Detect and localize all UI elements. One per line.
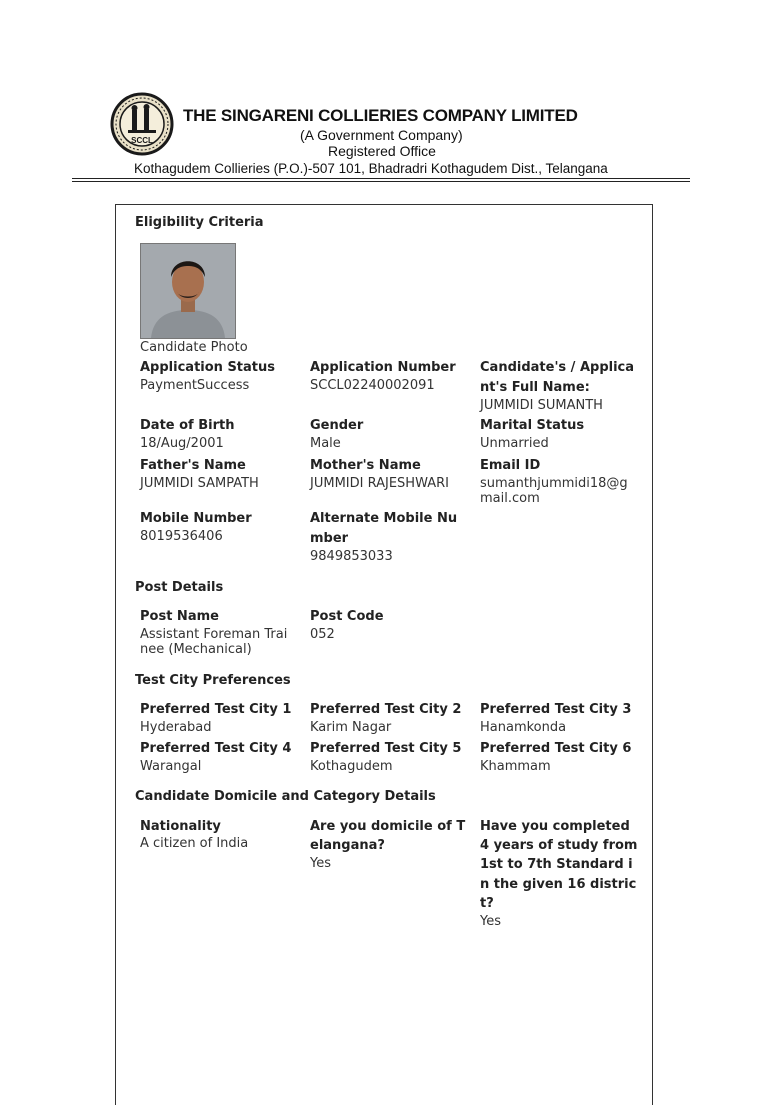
header-divider [72, 178, 690, 179]
label-test-city-1: Preferred Test City 1 [140, 702, 292, 717]
label-telangana-domicile-line1: Are you domicile of T [310, 819, 466, 834]
value-alt-mobile: 9849853033 [310, 549, 393, 564]
value-application-number: SCCL02240002091 [310, 378, 435, 393]
value-test-city-6: Khammam [480, 759, 551, 774]
header-divider-secondary [72, 181, 690, 182]
label-study-line2: 4 years of study from [480, 838, 638, 853]
value-test-city-2: Karim Nagar [310, 720, 392, 735]
company-name: THE SINGARENI COLLIERIES COMPANY LIMITED [183, 106, 578, 125]
section-title-domicile: Candidate Domicile and Category Details [135, 789, 436, 804]
label-date-of-birth: Date of Birth [140, 418, 235, 433]
label-study-line3: 1st to 7th Standard i [480, 857, 633, 872]
value-study: Yes [480, 914, 501, 929]
value-marital-status: Unmarried [480, 436, 549, 451]
label-gender: Gender [310, 418, 364, 433]
label-mobile-number: Mobile Number [140, 511, 252, 526]
label-test-city-6: Preferred Test City 6 [480, 741, 632, 756]
svg-text:SCCL: SCCL [131, 136, 153, 145]
label-full-name-line1: Candidate's / Applica [480, 360, 635, 375]
label-nationality: Nationality [140, 819, 221, 834]
value-post-name-line1: Assistant Foreman Trai [140, 627, 288, 642]
candidate-photo [140, 243, 236, 339]
value-mobile-number: 8019536406 [140, 529, 223, 544]
section-title-eligibility: Eligibility Criteria [135, 215, 264, 230]
value-email-line1: sumanthjummidi18@g [480, 476, 628, 491]
label-study-line1: Have you completed [480, 819, 630, 834]
label-father-name: Father's Name [140, 458, 246, 473]
label-alt-mobile-line2: mber [310, 531, 349, 546]
label-alt-mobile-line1: Alternate Mobile Nu [310, 511, 458, 526]
label-test-city-4: Preferred Test City 4 [140, 741, 292, 756]
company-subtitle: (A Government Company) [300, 127, 463, 143]
value-application-status: PaymentSuccess [140, 378, 250, 393]
value-nationality: A citizen of India [140, 836, 249, 851]
value-father-name: JUMMIDI SAMPATH [140, 476, 259, 491]
value-test-city-1: Hyderabad [140, 720, 212, 735]
value-gender: Male [310, 436, 341, 451]
value-test-city-3: Hanamkonda [480, 720, 567, 735]
office-label: Registered Office [328, 143, 436, 159]
label-full-name-line2: nt's Full Name: [480, 380, 590, 395]
label-mother-name: Mother's Name [310, 458, 421, 473]
label-application-number: Application Number [310, 360, 456, 375]
value-date-of-birth: 18/Aug/2001 [140, 436, 224, 451]
company-address: Kothagudem Collieries (P.O.)-507 101, Bhadradri Kothagudem Dist., Telangana [134, 161, 608, 176]
value-test-city-4: Warangal [140, 759, 202, 774]
label-test-city-2: Preferred Test City 2 [310, 702, 462, 717]
value-telangana-domicile: Yes [310, 856, 331, 871]
label-study-line4: n the given 16 distric [480, 877, 637, 892]
value-test-city-5: Kothagudem [310, 759, 393, 774]
label-marital-status: Marital Status [480, 418, 585, 433]
section-title-test-city: Test City Preferences [135, 673, 291, 688]
label-test-city-5: Preferred Test City 5 [310, 741, 462, 756]
value-post-code: 052 [310, 627, 335, 642]
value-email-line2: mail.com [480, 491, 540, 506]
photo-caption: Candidate Photo [140, 340, 248, 355]
value-full-name: JUMMIDI SUMANTH [480, 398, 603, 413]
label-email: Email ID [480, 458, 541, 473]
sccl-logo [110, 92, 174, 156]
label-telangana-domicile-line2: elangana? [310, 838, 385, 853]
section-title-post-details: Post Details [135, 580, 224, 595]
label-post-name: Post Name [140, 609, 219, 624]
label-test-city-3: Preferred Test City 3 [480, 702, 632, 717]
value-post-name-line2: nee (Mechanical) [140, 642, 252, 657]
value-mother-name: JUMMIDI RAJESHWARI [310, 476, 449, 491]
letterhead [0, 0, 768, 190]
label-study-line5: t? [480, 896, 494, 911]
label-post-code: Post Code [310, 609, 384, 624]
label-application-status: Application Status [140, 360, 276, 375]
